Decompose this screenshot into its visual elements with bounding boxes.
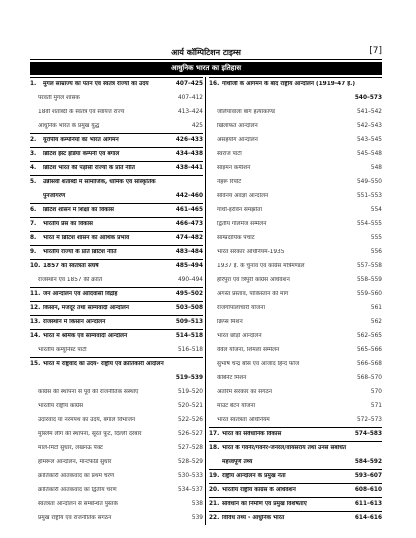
entry-pages: 572–573 [356,416,382,423]
entry-pages: 520–521 [177,402,203,409]
entry-pages: 485–494 [175,263,203,270]
toc-subentry [30,399,203,413]
toc-entry [209,77,382,91]
entry-pages: 438–441 [175,165,203,172]
entry-title: भारतीय प्रेस का विकास [43,221,93,228]
toc-subentry [30,441,203,455]
entry-pages: 461–465 [175,207,203,214]
toc-subentry [30,427,203,441]
entry-pages: 425 [191,122,203,129]
entry-title: होमरूल आन्दोलन, मॉन्टफोर्ड सुधार [38,458,112,465]
toc-entry [209,441,382,455]
entry-pages: 566–568 [356,360,382,367]
entry-number: 3. [30,151,37,158]
toc-entry [209,469,382,483]
toc-entry [209,91,382,105]
toc-subentry [30,273,203,287]
entry-pages: 538 [191,500,203,507]
toc-subentry [30,469,203,483]
toc-subentry [209,315,382,329]
entry-title: वैवेल योजना, शिमला सम्मेलन [217,346,280,353]
entry-number: 18. [209,445,220,452]
entry-title: राजस्थान एवं 1857 की क्रांति [38,276,103,283]
toc-entry [30,133,203,147]
entry-number: 11. [30,291,41,298]
entry-pages: 557–558 [356,262,382,269]
entry-pages: 519–539 [175,374,203,381]
toc-subentry [209,245,382,259]
entry-title: क्रांतिकारी आतंकवाद का प्रथम चरण [38,472,115,479]
column-divider [205,77,206,525]
toc-subentry [209,343,382,357]
entry-title: क्रांतिकारी आतंकवाद का द्वितीय चरण [38,486,117,493]
toc-subentry [209,105,382,119]
entry-pages: 534–537 [177,486,203,493]
entry-title: राष्ट्रीय आन्दोलन के प्रमुख नेता [222,473,286,480]
toc-subentry [209,287,382,301]
toc-subentry [30,511,203,525]
entry-pages: 474–482 [175,235,203,242]
entry-title: क्रिप्स मिशन [217,318,243,325]
entry-title: अगस्त प्रस्ताव, पाकिस्तान की मांग [217,290,289,297]
entry-pages: 516–518 [177,346,203,353]
entry-title: भारत छोड़ो आन्दोलन [217,332,262,339]
entry-title: द्वितीय गोलमेज सम्मेलन [217,220,267,227]
toc-entry [30,357,203,371]
entry-title: स्वराज पार्टी [217,150,242,157]
entry-pages: 554–555 [356,220,382,227]
entry-title: भारत में ब्रिटिश शासन का आर्थिक प्रभाव [43,235,130,242]
toc-entry [30,147,203,161]
toc-subentry [30,455,203,469]
entry-title: जन आन्दोलन एवं आदिवासी विद्रोह [43,291,118,298]
entry-title: असहयोग आन्दोलन [217,136,258,143]
entry-number: 2. [30,137,37,144]
toc-entry [30,189,203,203]
entry-title: पुनर्जागरण [43,192,66,199]
entry-title: भारतीय राष्ट्रीय कांग्रेस के अधिवेशन [222,487,296,494]
entry-pages: 571 [370,402,382,409]
toc-entry [30,77,203,91]
entry-pages: 541–542 [356,108,382,115]
toc-subentry [209,259,382,273]
entry-pages: 608–610 [354,487,382,494]
toc-subentry [209,385,382,399]
entry-title: विविध तथ्य - आधुनिक भारत [222,515,285,522]
entry-pages: 540–573 [354,94,382,101]
entry-pages: 522–526 [177,416,203,423]
entry-number: 9. [30,249,37,256]
toc-entry [30,371,203,385]
toc-subentry [30,413,203,427]
entry-pages: 466–473 [175,221,203,228]
entry-title: 18वीं शताब्दी के स्वतंत्र एवं स्वायत्त राज्य [38,108,125,115]
toc-right-column [209,77,382,525]
entry-number: 17. [209,431,220,438]
toc-subentry [209,217,382,231]
entry-title: सुभाष चन्द्र बोस एवं आजाद हिन्द फौज [217,360,300,367]
toc-entry [30,175,203,189]
entry-pages: 555 [370,234,382,241]
entry-pages: 545–548 [356,150,382,157]
toc-entry [30,287,203,301]
entry-pages: 528–529 [177,458,203,465]
entry-title: किसान, मजदूर तथा साम्यवादी आन्दोलन [43,305,130,312]
entry-title: ब्रिटिश ईस्ट इंडिया कम्पनी एवं बंगाल [43,151,120,158]
entry-title: भारतीय राज्यों के प्रति ब्रिटिश नीति [43,249,117,256]
toc-subentry [209,189,382,203]
entry-title: साइमन कमीशन [217,164,251,171]
entry-pages: 551–553 [356,192,382,199]
entry-number: 6. [30,207,37,214]
entry-pages: 495–502 [175,291,203,298]
entry-title: गाँधी-इरविन समझौता [217,206,262,213]
entry-pages: 570 [370,388,382,395]
entry-title: माउंट बैटन योजना [217,402,256,409]
entry-title: परवर्ती मुगल शासक [38,94,80,101]
toc-subentry [209,203,382,217]
entry-number: 22. [209,515,220,522]
entry-pages: 426–433 [175,137,203,144]
toc-entry [30,203,203,217]
entry-number: 16. [209,81,220,88]
entry-title: संविधान का निर्माण एवं प्रमुख विशेषताएं [222,501,307,508]
entry-number: 5. [30,179,37,186]
entry-title: स्वतंत्रता आन्दोलन से सम्बन्धित पुस्तकें [38,500,118,507]
entry-pages: 413–424 [177,108,203,115]
toc-subentry [209,399,382,413]
entry-pages: 542–543 [356,122,382,129]
entry-pages: 562 [370,318,382,325]
entry-pages: 611–613 [354,501,382,508]
toc-entry [30,259,203,273]
entry-number: 8. [30,235,37,242]
entry-title: मुस्लिम लीग की स्थापना, सूरत फूट, दिल्ली दरबार [38,430,142,437]
entry-title: भारत का संवैधानिक विकास [222,431,282,438]
entry-title: भारत सरकार अधिनियम-1935 [217,248,285,255]
entry-title: भारत में श्रमिक एवं साम्यवादी आन्दोलन [43,333,128,340]
toc-entry [30,245,203,259]
toc-subentry [209,329,382,343]
entry-pages: 503–508 [175,305,203,312]
entry-pages: 584–592 [354,458,382,465]
entry-title: साम्प्रदायिक पंचाट [217,234,255,241]
toc-entry [30,301,203,315]
entry-pages: 565–566 [356,346,382,353]
toc-entry [209,483,382,497]
running-title: आर्य कॉम्पिटिशन टाइम्स [171,48,241,57]
entry-title: उदारवाद या नरमपंथ का उदय, बंगाल विभाजन [38,416,136,423]
toc-entry [209,497,382,511]
entry-pages: 614–616 [354,515,382,522]
toc-subentry [209,357,382,371]
toc-subentry [209,161,382,175]
entry-title: ब्रिटिश भारत की पड़ोसी राज्यों के प्रति नीति [43,165,135,172]
entry-title: हरिपुरा एवं त्रिपुरी कांग्रेस अधिवेशन [217,276,290,283]
entry-title: कांग्रेस की स्थापना से पूर्व की राजनीतिक संस्थाएं [38,388,139,395]
entry-number: 1. [30,81,37,88]
entry-pages: 490–494 [177,276,203,283]
entry-number: 4. [30,165,37,172]
entry-title: मार्ले-मिंटो सुधार, लखनऊ पैक्ट [38,444,103,451]
entry-number: 15. [30,361,41,368]
entry-pages: 562–565 [356,332,382,339]
toc-subentry [30,91,203,105]
section-banner: आधुनिक भारत का इतिहास [30,62,382,75]
toc-entry [209,455,382,469]
entry-title: राजगोपालाचारी योजना [217,304,265,311]
entry-pages: 556 [370,248,382,255]
page-number: [7] [369,46,382,56]
toc-left-column [30,77,203,525]
table-of-contents [30,77,382,527]
entry-pages: 574–583 [354,431,382,438]
entry-title: खिलाफत आन्दोलन [217,122,258,129]
entry-pages: 561 [370,304,382,311]
toc-subentry [209,231,382,245]
entry-title: मुगल साम्राज्य का पतन एवं स्वतंत्र राज्यों का उदय [43,81,149,88]
entry-pages: 526–527 [177,430,203,437]
entry-title: यूरोपीय कम्पनियों का भारत आगमन [43,137,119,144]
toc-subentry [209,147,382,161]
entry-title: गाँधीजी के आगमन के बाद राष्ट्रीय आन्दोलन (1919-47 ई.) [222,81,355,88]
entry-title: सविनय अवज्ञा आन्दोलन [217,192,269,199]
entry-title: जलियाँवाला बाग हत्याकाण्ड [217,108,275,115]
entry-title: 1857 का स्वतंत्रता संघर्ष [43,263,99,270]
toc-subentry [30,343,203,357]
toc-subentry [30,385,203,399]
entry-number: 7. [30,221,37,228]
toc-entry [209,427,382,441]
entry-pages: 407–425 [175,81,203,88]
entry-title: उन्नीसवीं शताब्दी में सामाजिक, धार्मिक एवं सांस्कृतिक [43,179,156,186]
toc-subentry [209,175,382,189]
entry-title: ब्रिटिश शासन में शिक्षा का विकास [43,207,114,214]
entry-pages: 548 [370,164,382,171]
entry-number: 10. [30,263,41,270]
page-header [30,44,382,60]
entry-number: 20. [209,487,220,494]
entry-pages: 434–438 [175,151,203,158]
entry-number: 13. [30,319,41,326]
entry-title: भारत में राष्ट्रवाद का उदय- राष्ट्रीय एवं क्रांतिकारी आंदोलन [43,361,164,368]
entry-title: आधुनिक भारत के प्रमुख युद्ध [38,122,100,129]
entry-title: नेहरू रिपोर्ट [217,178,242,185]
entry-title: प्रमुख राष्ट्रीय एवं राजनीतिक संगठन [38,514,112,521]
entry-pages: 593–607 [354,473,382,480]
entry-pages: 568–570 [356,374,382,381]
entry-title: भारतीय कम्युनिस्ट पार्टी [38,346,87,353]
entry-title: महत्त्वपूर्ण तथ्य [222,458,253,465]
toc-subentry [209,133,382,147]
entry-title: राजस्थान में किसान आन्दोलन [43,319,106,326]
entry-pages: 543–545 [356,136,382,143]
entry-pages: 483–484 [175,249,203,256]
toc-subentry [30,119,203,133]
entry-pages: 509–513 [175,319,203,326]
toc-subentry [30,497,203,511]
entry-pages: 407–412 [177,94,203,101]
entry-pages: 442–460 [175,192,203,199]
entry-pages: 527–528 [177,444,203,451]
entry-pages: 558–559 [356,276,382,283]
toc-subentry [30,105,203,119]
toc-subentry [209,371,382,385]
toc-subentry [209,301,382,315]
entry-title: कैबिनेट मिशन [217,374,247,381]
entry-pages: 559–560 [356,290,382,297]
entry-number: 19. [209,473,220,480]
entry-pages: 519–520 [177,388,203,395]
entry-pages: 539 [191,514,203,521]
entry-title: 1937 ई. के चुनाव एवं कांग्रेस मंत्रिमण्डल [217,262,305,269]
toc-entry [30,231,203,245]
toc-subentry [30,483,203,497]
entry-number: 14. [30,333,41,340]
toc-subentry [209,273,382,287]
header-rule [30,59,382,60]
entry-pages: 530–533 [177,472,203,479]
toc-entry [30,315,203,329]
entry-pages: 554 [370,206,382,213]
toc-subentry [209,413,382,427]
entry-title: अंतरिम सरकार का संगठन [217,388,272,395]
toc-entry [209,511,382,525]
entry-number: 12. [30,305,41,312]
entry-title: भारत स्वतंत्रता अधिनियम [217,416,270,423]
toc-entry [30,329,203,343]
entry-number: 21. [209,501,220,508]
entry-title: भारतीय राष्ट्रीय कांग्रेस [38,402,84,409]
entry-pages: 514–518 [175,333,203,340]
entry-title: भारत के गवर्नर/गवर्नर-जनरल/वायसराय तथा उनसे संबंधित [222,445,347,452]
toc-entry [30,161,203,175]
toc-entry [30,217,203,231]
entry-pages: 549–550 [356,178,382,185]
toc-subentry [209,119,382,133]
